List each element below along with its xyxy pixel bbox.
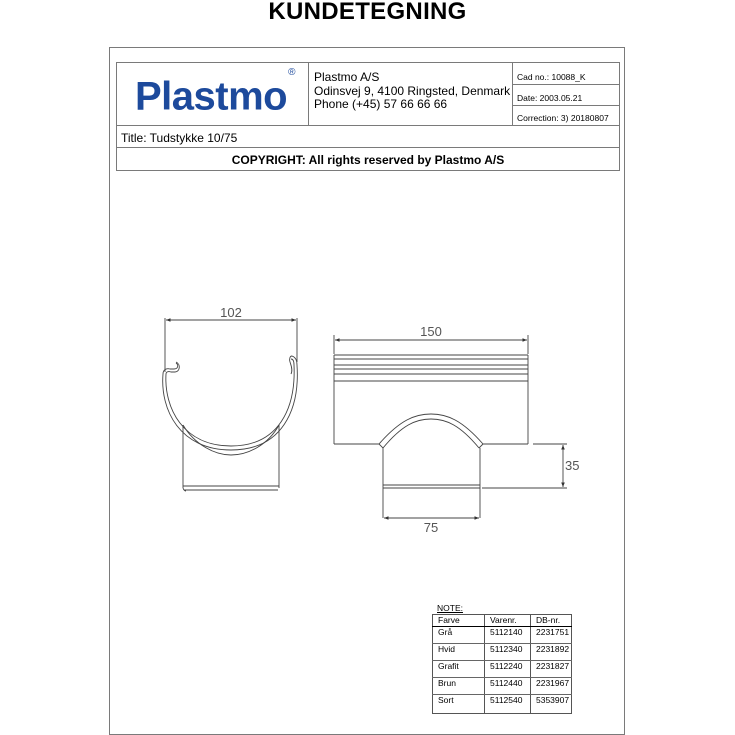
side-view — [334, 335, 567, 518]
column-header: DB-nr. — [531, 615, 572, 627]
table-row — [433, 695, 572, 714]
column-header: Farve — [433, 615, 485, 627]
cell-item-number: 5112540 — [485, 695, 531, 714]
dim-label-150: 150 — [420, 324, 442, 339]
cell-item-number: 5112140 — [485, 627, 531, 644]
cell-item-number: 5112440 — [485, 678, 531, 695]
front-view — [163, 318, 298, 491]
registered-mark-icon: ® — [288, 67, 295, 78]
company-name: Plastmo A/S — [314, 70, 380, 84]
column-header: Varenr. — [485, 615, 531, 627]
cell-db-number: 2231827 — [531, 661, 572, 678]
company-phone: Phone (+45) 57 66 66 66 — [314, 97, 448, 111]
dim-label-75: 75 — [423, 520, 439, 535]
company-address: Odinsvej 9, 4100 Ringsted, Denmark — [314, 83, 511, 98]
cell-item-number: 5112340 — [485, 644, 531, 661]
color-variant-table — [432, 614, 572, 714]
cell-color: Hvid — [433, 644, 485, 661]
cell-item-number: 5112240 — [485, 661, 531, 678]
table-row — [433, 661, 572, 678]
drawing-title: Title: Tudstykke 10/75 — [117, 125, 619, 148]
document-heading: KUNDETEGNING — [268, 0, 467, 25]
cell-db-number: 2231967 — [531, 678, 572, 695]
table-row — [433, 627, 572, 644]
table-header-row — [433, 615, 572, 627]
cell-db-number: 2231892 — [531, 644, 572, 661]
cell-db-number: 2231751 — [531, 627, 572, 644]
cell-color: Brun — [433, 678, 485, 695]
note-label: NOTE: — [437, 603, 463, 613]
correction: Correction: 3) 20180807 — [517, 113, 609, 123]
note-block — [432, 603, 572, 714]
table-row — [433, 678, 572, 695]
cell-db-number: 5353907 — [531, 695, 572, 714]
drawing-date: Date: 2003.05.21 — [513, 85, 619, 106]
dim-label-35: 35 — [565, 458, 580, 473]
cad-number: Cad no.: 10088_K — [513, 63, 619, 85]
cell-color: Grå — [433, 627, 485, 644]
cell-color: Grafit — [433, 661, 485, 678]
copyright-notice: COPYRIGHT: All rights reserved by Plastmo A/S — [231, 153, 505, 167]
logo-text: Plastmo — [135, 74, 288, 119]
dim-label-102: 102 — [220, 305, 242, 320]
table-row — [433, 644, 572, 661]
cell-color: Sort — [433, 695, 485, 714]
